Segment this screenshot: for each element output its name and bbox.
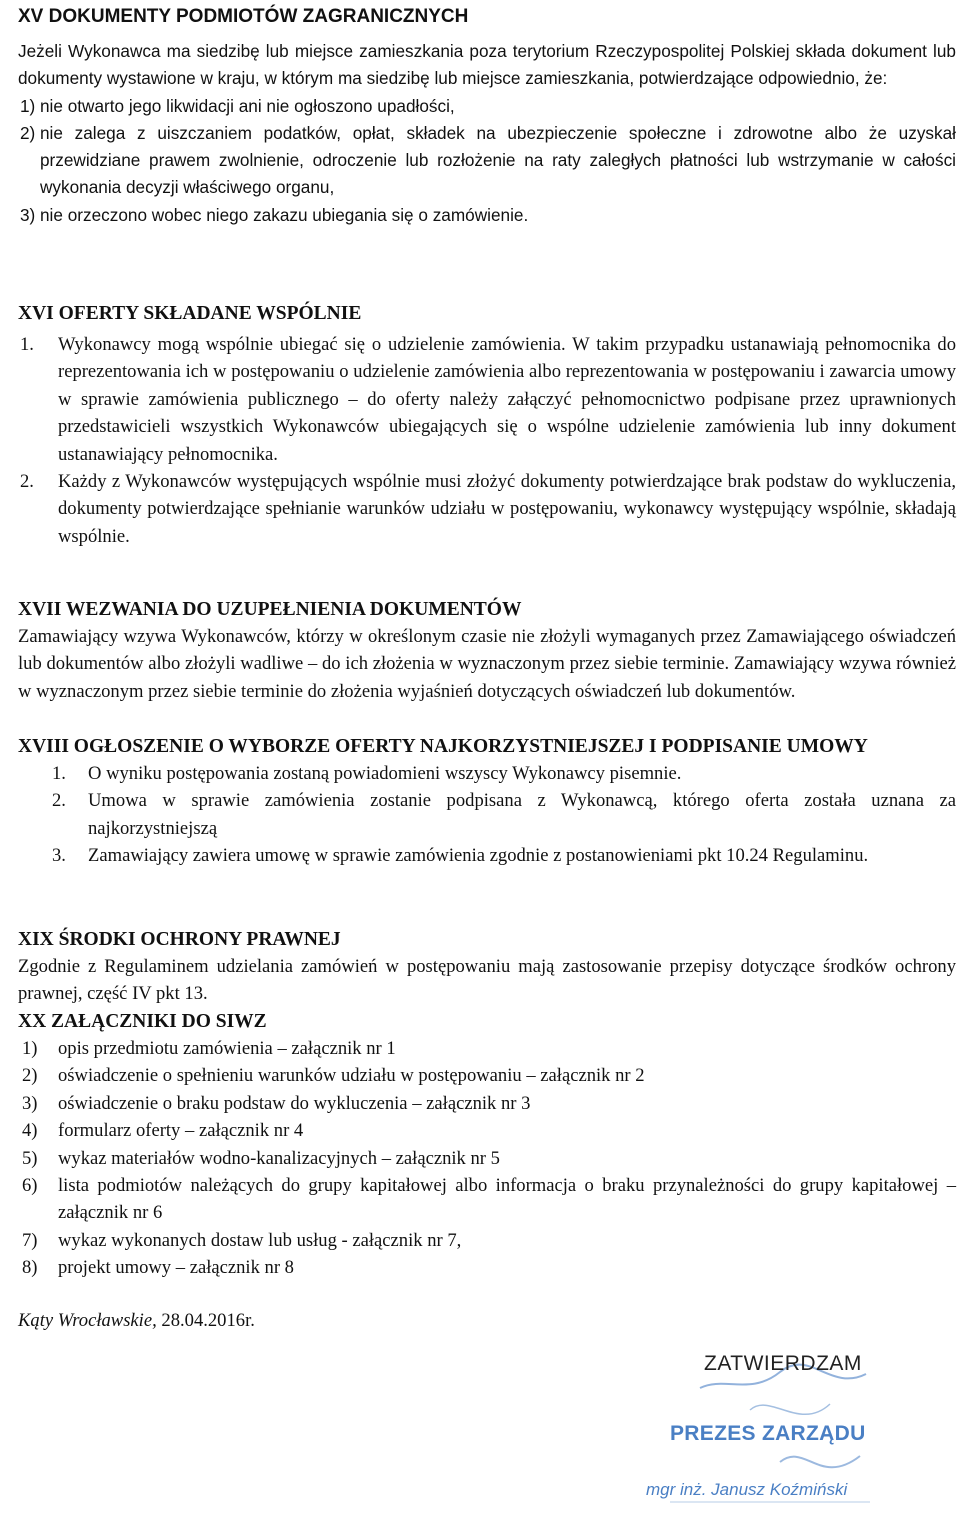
- attachment-list: [18, 1035, 956, 1282]
- section-intro: Jeżeli Wykonawca ma siedzibę lub miejsce zamieszkania poza terytorium Rzeczypospolitej Polskiej składa dokument lub dokumenty wystawione w kraju, w którym ma siedzibę lub miejsce zamieszkania, potwierdzające odpowiednio, że:: [18, 41, 956, 89]
- list-item: 8) projekt umowy – załącznik nr 8: [22, 1257, 294, 1279]
- paragraph-list: [18, 331, 956, 550]
- paragraph-list: [18, 760, 956, 870]
- section-xviii: [18, 733, 956, 870]
- section-text: Zamawiający wzywa Wykonawców, którzy w określonym czasie nie złożyli wymaganych przez Zamawiającego oświadczeń lub dokumentów albo złożyli wadliwe – do ich złożenia w wyznaczonym przez siebie terminie. Zamawiający wzywa również w wyznaczonym przez siebie terminie do złożenia wyjaśnień dotyczących oświadczeń lub dokumentów.: [18, 626, 956, 702]
- section-title: XIX ŚRODKI OCHRONY PRAWNEJ: [18, 929, 341, 950]
- document-date: 28.04.2016r.: [156, 1310, 255, 1331]
- list-item: 2. Umowa w sprawie zamówienia zostanie podpisana z Wykonawcą, którego oferta została uznana za najkorzystniejszą: [52, 790, 956, 839]
- section-xix: [18, 926, 956, 1008]
- list-item: 2. Każdy z Wykonawców występujących wspólnie musi złożyć dokumenty potwierdzające brak podstaw do wykluczenia, dokumenty potwierdzające spełnianie warunków udziału w postępowaniu, wykonawcy występujący wspólnie, składają wspólnie.: [20, 471, 956, 547]
- list-item: 1) opis przedmiotu zamówienia – załącznik nr 1: [22, 1038, 396, 1059]
- stamp-role: PREZES ZARZĄDU: [670, 1422, 866, 1445]
- section-title: XX ZAŁĄCZNIKI DO SIWZ: [18, 1011, 267, 1032]
- condition-list: [18, 93, 956, 229]
- list-item: 6) lista podmiotów należących do grupy kapitałowej albo informacja o braku przynależności do grupy kapitałowej – załącznik nr 6: [22, 1175, 956, 1224]
- section-title: XV DOKUMENTY PODMIOTÓW ZAGRANICZNYCH: [18, 6, 469, 27]
- section-xx: [18, 1008, 956, 1282]
- list-item: 4) formularz oferty – załącznik nr 4: [22, 1120, 304, 1142]
- list-item: 2) nie zalega z uiszczaniem podatków, opłat, składek na ubezpieczenie społeczne i zdrowotne albo że uzyskał przewidziane prawem zwolnienie, odroczenie lub rozłożenie na raty zaległych płatności lub wstrzymanie w całości wykonania decyzji właściwego organu,: [20, 122, 956, 198]
- section-title: XVIII OGŁOSZENIE O WYBORZE OFERTY NAJKORZYSTNIEJSZEJ I PODPISANIE UMOWY: [18, 736, 868, 757]
- place-date: [18, 1310, 255, 1332]
- list-item: 3) nie orzeczono wobec niego zakazu ubiegania się o zamówienie.: [20, 204, 529, 225]
- section-xvi: [18, 300, 956, 550]
- section-xv: [18, 4, 956, 229]
- list-item: 1) nie otwarto jego likwidacji ani nie ogłoszono upadłości,: [20, 95, 455, 116]
- list-item: 3) oświadczenie o braku podstaw do wykluczenia – załącznik nr 3: [22, 1092, 531, 1114]
- list-item: 2) oświadczenie o spełnieniu warunków udziału w postępowaniu – załącznik nr 2: [22, 1065, 645, 1087]
- section-xvii: [18, 596, 956, 705]
- approval-stamp: [630, 1352, 890, 1512]
- place-city: Kąty Wrocławskie,: [18, 1310, 157, 1331]
- section-title: XVII WEZWANIA DO UZUPEŁNIENIA DOKUMENTÓW: [18, 599, 522, 620]
- list-item: 3. Zamawiający zawiera umowę w sprawie zamówienia zgodnie z postanowieniami pkt 10.24 Regulaminu.: [52, 845, 869, 867]
- stamp-signature: mgr inż. Janusz Koźmiński: [646, 1480, 848, 1499]
- list-item: 5) wykaz materiałów wodno-kanalizacyjnych – załącznik nr 5: [22, 1147, 500, 1169]
- list-item: 1. Wykonawcy mogą wspólnie ubiegać się o udzielenie zamówienia. W takim przypadku ustanawiają pełnomocnika do reprezentowania ich w postępowaniu o udzielenie zamówienia albo reprezentowania w postępowaniu i zawarcia umowy w sprawie zamówienia publicznego – do oferty należy załączyć pełnomocnictwo podpisane przez uprawnionych przedstawicieli wszystkich Wykonawców ubiegających się o wspólne udzielenie zamówienia lub inny dokument ustanawiający pełnomocnika.: [20, 334, 956, 465]
- list-item: 1. O wyniku postępowania zostaną powiadomieni wszyscy Wykonawcy pisemnie.: [52, 763, 682, 784]
- stamp-approved: ZATWIERDZAM: [704, 1352, 862, 1375]
- section-text: Zgodnie z Regulaminem udzielania zamówień w postępowaniu mają zastosowanie przepisy dotyczące środków ochrony prawnej, część IV pkt 13.: [18, 956, 956, 1005]
- list-item: 7) wykaz wykonanych dostaw lub usług - załącznik nr 7,: [22, 1229, 462, 1251]
- section-title: XVI OFERTY SKŁADANE WSPÓLNIE: [18, 303, 362, 324]
